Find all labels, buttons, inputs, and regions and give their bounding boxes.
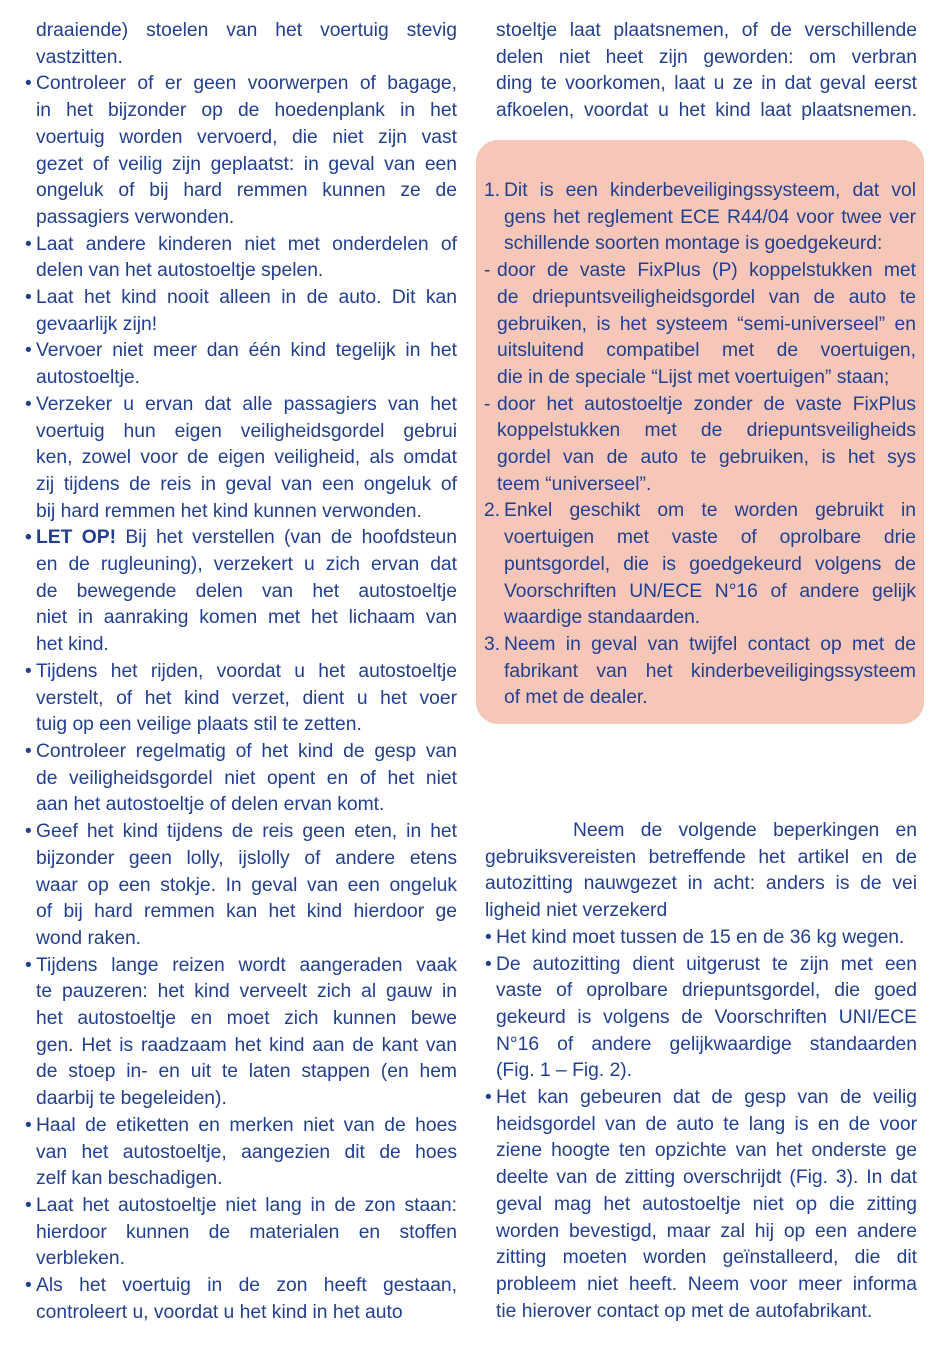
- bullet-dot: •: [485, 1087, 492, 1109]
- safety-bullet: [25, 285, 457, 338]
- dash-item: [484, 258, 916, 392]
- text-line: afkoelen, voordat u het kind laat plaatsnemen.: [496, 100, 917, 122]
- text-line: die in de speciale “Lijst met voertuigen” staan;: [497, 366, 890, 388]
- text-line: gezet of veilig zijn geplaatst: in geval van een: [36, 153, 457, 175]
- text-line: geval mag het autostoeltje niet op die zitting: [496, 1193, 917, 1215]
- safety-bullet: [25, 819, 457, 953]
- text-line: gekeurd is volgens de Voorschriften UNI/ECE: [496, 1006, 917, 1028]
- text-line: N°16 of andere gelijkwaardige standaarden: [496, 1033, 917, 1055]
- warning-bullet: [25, 525, 457, 659]
- safety-bullet: [25, 338, 457, 391]
- text-line: puntsgordel, die is goedgekeurd volgens de: [504, 553, 916, 575]
- text-line: delen van het autostoeltje spelen.: [36, 260, 324, 282]
- text-line: Enkel geschikt om te worden gebruikt in: [504, 500, 916, 522]
- text-line: bij hard remmen het kind kunnen verwonden.: [36, 500, 422, 522]
- text-line: Laat het kind nooit alleen in de auto. Dit kan: [36, 287, 457, 309]
- text-line: waardige standaarden.: [504, 607, 701, 629]
- bullet-dot: •: [485, 953, 492, 975]
- text-line: draaiende) stoelen van het voertuig stevig: [36, 20, 457, 41]
- text-line: door de vaste FixPlus (P) koppelstukken met: [497, 260, 916, 282]
- numbered-item: [484, 498, 916, 632]
- text-line: Tijdens lange reizen wordt aangeraden vaak: [36, 954, 457, 976]
- text-line: het autostoeltje en moet zich kunnen bewe: [36, 1008, 457, 1030]
- safety-bullet: [25, 659, 457, 739]
- safety-bullet: [25, 71, 457, 231]
- safety-bullet: [25, 1273, 457, 1326]
- text-line: ziene hoogte ten opzichte van het onderste ge: [496, 1140, 917, 1162]
- text-line: Laat andere kinderen niet met onderdelen of: [36, 233, 457, 255]
- text-line: voertuigen met vaste of oprolbare drie: [504, 527, 916, 549]
- text-line: van het autostoeltje, aangezien dit de hoes: [36, 1141, 457, 1163]
- text-line: gordel van de auto te gebruiken, is het sys: [497, 447, 916, 469]
- text-line: Controleer regelmatig of het kind de gesp van: [36, 740, 457, 762]
- numbered-item: [484, 632, 916, 712]
- safety-bullet: [25, 392, 457, 526]
- bullet-dot: •: [25, 740, 32, 762]
- bullet-dot: •: [25, 660, 32, 682]
- text-line: koppelstukken met de driepuntsveiligheids: [497, 420, 916, 442]
- text-line: gen. Het is raadzaam het kind aan de kant van: [36, 1034, 457, 1056]
- approval-info-box: [476, 140, 924, 724]
- text-line: fabrikant van het kinderbeveiligingssysteem: [504, 660, 916, 682]
- left-column: [25, 18, 457, 1326]
- safety-bullet: [25, 953, 457, 1113]
- text-line: vaste of oprolbare driepuntsgordel, die goed: [496, 980, 917, 1002]
- text-line: de bewegende delen van het autostoeltje: [36, 580, 457, 602]
- right-column: [485, 18, 917, 125]
- text-line: schillende soorten montage is goedgekeurd:: [504, 233, 883, 255]
- text-line: autozitting nauwgezet in acht: anders is de vei: [485, 873, 917, 895]
- item-number: 3.: [484, 633, 501, 655]
- continuation-paragraph: [485, 18, 917, 125]
- text-line: controleert u, voordat u het kind in het auto: [36, 1301, 403, 1323]
- bullet-dot: •: [25, 527, 32, 549]
- text-line: Controleer of er geen voorwerpen of bagage,: [36, 73, 457, 95]
- bullet-dot: •: [25, 821, 32, 843]
- warning-heading: LET OP!: [36, 527, 117, 549]
- item-number: 1.: [484, 180, 501, 201]
- dash-item: [484, 392, 916, 499]
- text-line: bijzonder geen lolly, ijslolly of andere etens: [36, 847, 457, 869]
- text-line: voertuig worden vervoerd, die niet zijn vast: [36, 126, 457, 148]
- text-line: Het kan gebeuren dat de gesp van de veilig: [496, 1087, 917, 1109]
- text-line: waar op een stokje. In geval van een ongeluk: [36, 874, 457, 896]
- text-line: Neem de volgende beperkingen en: [573, 820, 917, 841]
- text-line: verstelt, of het kind verzet, dient u het voer: [36, 687, 457, 709]
- restrictions-intro: [485, 818, 917, 925]
- text-line: gebruiken, is het systeem “semi-universeel” en: [497, 313, 916, 335]
- text-line: Haal de etiketten en merken niet van de hoes: [36, 1114, 457, 1136]
- intro-paragraph: [25, 18, 457, 71]
- text-line: de stoep in- en uit te laten stappen (en hem: [36, 1061, 457, 1083]
- text-line: De autozitting dient uitgerust te zijn met een: [496, 953, 917, 975]
- text-line: tuig op een veilige plaats stil te zetten.: [36, 714, 362, 736]
- text-line: of bij hard remmen kan het kind hierdoor ge: [36, 901, 457, 923]
- bullet-dot: •: [25, 1114, 32, 1136]
- text-line: Laat het autostoeltje niet lang in de zon staan:: [36, 1194, 457, 1216]
- text-line: of met de dealer.: [504, 687, 648, 709]
- text-line: Verzeker u ervan dat alle passagiers van het: [36, 393, 457, 415]
- safety-bullet: [25, 1113, 457, 1193]
- bullet-dot: •: [25, 1275, 32, 1297]
- text-line: Tijdens het rijden, voordat u het autostoeltje: [36, 660, 457, 682]
- bullet-dot: •: [25, 1194, 32, 1216]
- text-line: (Fig. 1 – Fig. 2).: [496, 1060, 633, 1082]
- bullet-dot: •: [25, 340, 32, 362]
- text-line: Geef het kind tijdens de reis geen eten, in het: [36, 821, 457, 843]
- text-line: ding te voorkomen, laat u ze in dat geval eerst: [496, 73, 917, 95]
- text-line: zij tijdens de reis in geval van een ongeluk of: [36, 473, 457, 495]
- text-line: en de rugleuning), verzekert u zich ervan dat: [36, 554, 457, 576]
- text-line: de driepuntsveiligheidsgordel van de auto te: [497, 286, 916, 308]
- bullet-dot: •: [485, 926, 492, 948]
- text-line: wond raken.: [36, 927, 142, 949]
- text-line: de veiligheidsgordel niet opent en of het niet: [36, 767, 457, 789]
- text-line: ken, zowel voor de eigen veiligheid, als omdat: [36, 447, 457, 469]
- text-line: tie hierover contact op met de autofabrikant.: [496, 1300, 873, 1322]
- text-line: zitting moeten worden geïnstalleerd, die dit: [496, 1247, 917, 1269]
- text-line: door het autostoeltje zonder de vaste FixPlus: [497, 393, 916, 415]
- restriction-bullet: [485, 925, 917, 952]
- safety-bullet-list: [25, 71, 457, 525]
- text-line: Als het voertuig in de zon heeft gestaan,: [36, 1275, 457, 1297]
- restriction-bullet: [485, 952, 917, 1086]
- restriction-bullet: [485, 1085, 917, 1325]
- text-line: worden bevestigd, maar zal hij op een andere: [496, 1220, 917, 1242]
- text-line: hierdoor kunnen de materialen en stoffen: [36, 1221, 457, 1243]
- text-line: vastzitten.: [36, 46, 123, 68]
- numbered-item: [484, 178, 916, 258]
- text-line: het kind.: [36, 634, 109, 656]
- text-line: te pauzeren: het kind verveelt zich al gauw in: [36, 981, 457, 1003]
- warning-text: Bij het verstellen (van de hoofdsteun: [116, 527, 457, 549]
- item-number: 2.: [484, 500, 501, 522]
- text-line: autostoeltje.: [36, 367, 140, 389]
- text-line: delen niet heet zijn geworden: om verbran: [496, 46, 917, 68]
- bullet-dot: •: [25, 393, 32, 415]
- safety-bullet: [25, 739, 457, 819]
- bullet-dot: •: [25, 287, 32, 309]
- restrictions-bullet-list: [485, 925, 917, 1326]
- text-line: daarbij te begeleiden).: [36, 1088, 227, 1110]
- text-line: gebruiksvereisten betreffende het artikel en de: [485, 846, 917, 868]
- text-line: verbleken.: [36, 1248, 125, 1270]
- text-line: stoeltje laat plaatsnemen, of de verschillende: [496, 20, 917, 41]
- text-line: aan het autostoeltje of delen ervan komt.: [36, 794, 385, 816]
- text-line: gens het reglement ECE R44/04 voor twee ver: [504, 206, 916, 228]
- text-line: Vervoer niet meer dan één kind tegelijk in het: [36, 340, 457, 362]
- text-line: ongeluk of bij hard remmen kunnen ze de: [36, 180, 457, 202]
- bullet-dot: •: [25, 954, 32, 976]
- text-line: voertuig hun eigen veiligheidsgordel gebrui: [36, 420, 457, 442]
- text-line: Neem in geval van twijfel contact op met de: [504, 633, 916, 655]
- text-line: teem “universeel”.: [497, 473, 652, 495]
- text-line: in het bijzonder op de hoedenplank in het: [36, 100, 457, 122]
- text-line: probleem niet heeft. Neem voor meer informa: [496, 1273, 917, 1295]
- text-line: ligheid niet verzekerd: [485, 900, 668, 922]
- safety-bullet: [25, 232, 457, 285]
- text-line: gevaarlijk zijn!: [36, 313, 158, 335]
- approval-info-list: [484, 178, 916, 712]
- bullet-dot: •: [25, 73, 32, 95]
- dash-marker: -: [484, 393, 491, 415]
- text-line: passagiers verwonden.: [36, 206, 235, 228]
- safety-bullet-list: [25, 659, 457, 1327]
- safety-bullet: [25, 1193, 457, 1273]
- text-line: zelf kan beschadigen.: [36, 1168, 223, 1190]
- text-line: Dit is een kinderbeveiligingssysteem, dat vol: [504, 180, 916, 201]
- text-line: Het kind moet tussen de 15 en de 36 kg wegen.: [496, 926, 905, 948]
- dash-marker: -: [484, 260, 491, 282]
- bullet-dot: •: [25, 233, 32, 255]
- restrictions-section: [485, 818, 917, 1325]
- text-line: Voorschriften UN/ECE N°16 of andere gelijk: [504, 580, 916, 602]
- text-line: heidsgordel van de auto te lang is en de voor: [496, 1113, 917, 1135]
- text-line: uitsluitend compatibel met de voertuigen,: [497, 340, 916, 362]
- text-line: niet in aanraking komen met het lichaam van: [36, 607, 457, 629]
- text-line: deelte van de zitting overschrijdt (Fig. 3). In dat: [496, 1167, 917, 1189]
